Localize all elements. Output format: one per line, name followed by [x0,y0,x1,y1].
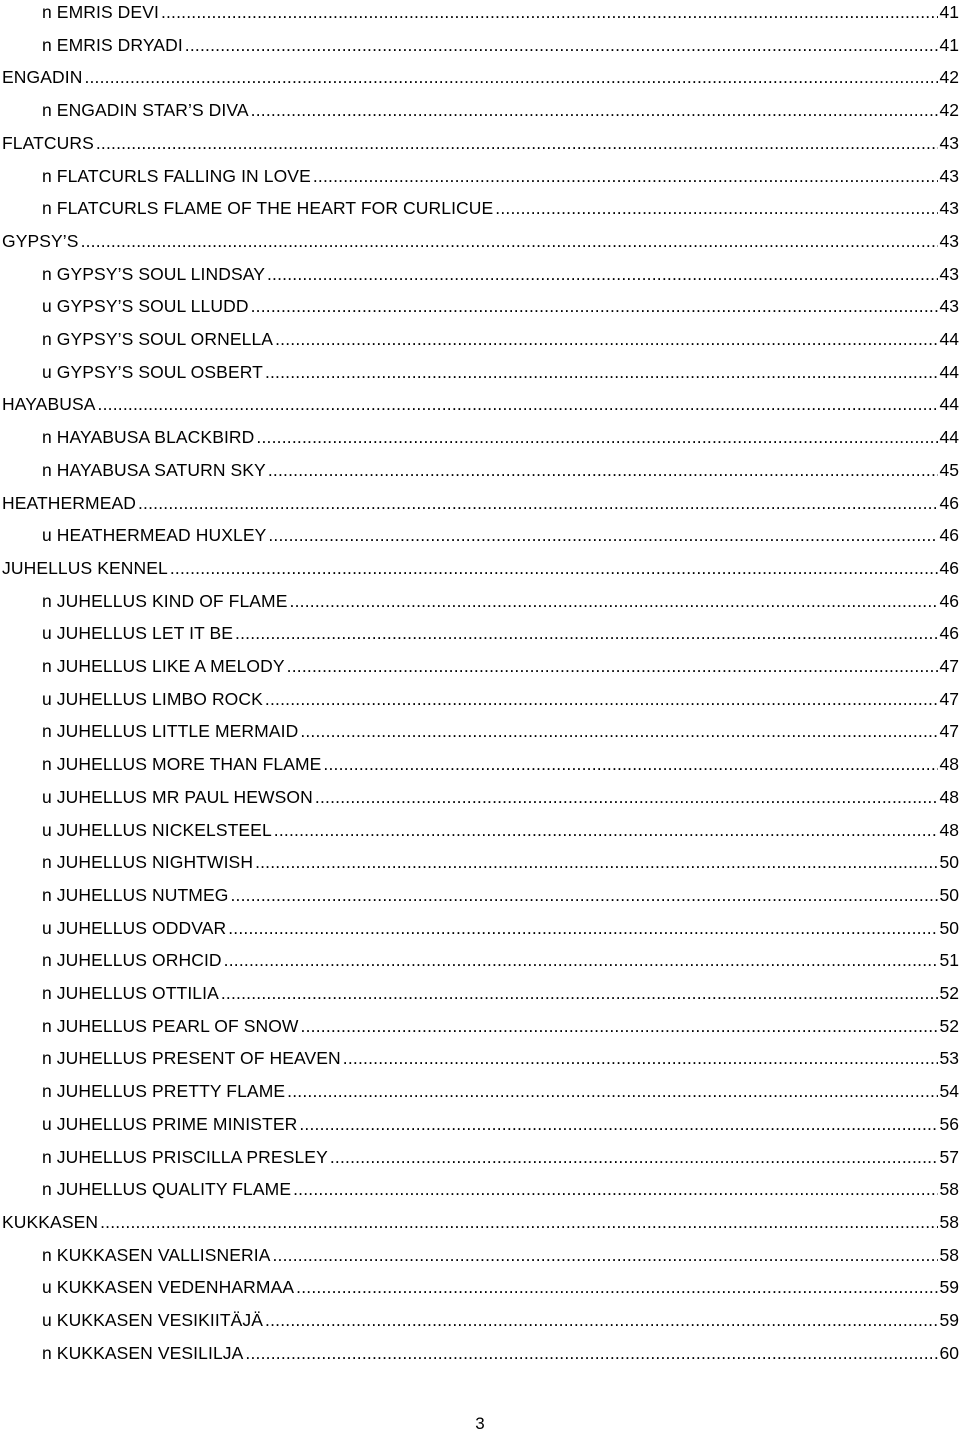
toc-entry-page: 44 [939,427,959,448]
toc-dot-leader [255,852,937,872]
toc-entry-row[interactable] [0,317,960,349]
toc-entry-row[interactable] [0,709,960,741]
toc-entry-title: n JUHELLUS KIND OF FLAME [42,590,288,611]
toc-entry-title: n HAYABUSA BLACKBIRD [42,427,255,448]
toc-entry-title: n JUHELLUS OTTILIA [42,983,219,1003]
toc-dot-leader [185,35,938,55]
toc-entry-row[interactable] [0,1233,960,1265]
toc-dot-leader [293,1179,937,1199]
toc-entry-page: 48 [939,786,959,807]
toc-entry-page: 58 [939,1211,959,1232]
toc-entry-page: 44 [939,361,959,382]
toc-entry-row[interactable] [0,415,960,447]
toc-entry-page: 60 [939,1342,959,1363]
toc-entry-page: 51 [939,950,959,971]
toc-dot-leader [268,525,937,545]
toc-entry-page: 43 [939,165,959,186]
toc-entry-page: 47 [939,656,959,676]
toc-entry-page: 59 [939,1277,959,1298]
toc-dot-leader [299,1114,937,1134]
toc-entry-title: FLATCURS [2,132,94,153]
toc-entry-row[interactable] [0,513,960,545]
toc-entry-page: 46 [939,557,959,578]
toc-dot-leader [315,787,938,807]
toc-entry-row[interactable] [0,971,960,1003]
toc-dot-leader [251,100,938,120]
toc-entry-page: 52 [939,1015,959,1036]
toc-entry-title: u GYPSY’S SOUL OSBERT [42,361,263,382]
toc-entry-page: 46 [939,492,959,513]
toc-entry-title: n KUKKASEN VESILILJA [42,1342,244,1363]
toc-entry-row[interactable] [0,0,960,22]
toc-entry-page: 43 [939,198,959,219]
toc-entry-row[interactable] [0,1102,960,1134]
toc-entry-row[interactable] [0,23,960,55]
toc-entry-title: n HAYABUSA SATURN SKY [42,459,266,480]
toc-entry-page: 58 [939,1179,959,1200]
toc-entry-page: 48 [939,819,959,840]
toc-dot-leader [100,1212,937,1232]
toc-dot-leader [161,2,938,22]
toc-entry-row[interactable] [0,1331,960,1363]
toc-dot-leader [170,558,938,578]
toc-dot-leader [330,1147,938,1167]
toc-dot-leader [290,591,938,611]
toc-entry-row[interactable] [0,186,960,218]
toc-entry-page: 41 [939,2,959,22]
toc-entry-row[interactable] [0,840,960,872]
toc-entry-row[interactable] [0,677,960,709]
toc-entry-title: n JUHELLUS PRISCILLA PRESLEY [42,1146,328,1167]
toc-dot-leader [267,264,938,284]
toc-entry-page: 44 [939,394,959,415]
toc-entry-title: n KUKKASEN VALLISNERIA [42,1244,271,1265]
toc-entry-page: 48 [939,754,959,775]
toc-entry-title: u KUKKASEN VEDENHARMAA [42,1277,295,1298]
toc-entry-title: n EMRIS DEVI [42,2,159,22]
toc-dot-leader [343,1048,938,1068]
toc-entry-title: JUHELLUS KENNEL [2,557,168,578]
toc-entry-page: 46 [939,623,959,644]
toc-dot-leader [84,67,937,87]
toc-entry-page: 42 [939,67,959,88]
toc-dot-leader [251,296,938,316]
toc-section-row[interactable] [0,219,960,251]
toc-entry-title: KUKKASEN [2,1211,99,1232]
toc-entry-title: n ENGADIN STAR’S DIVA [42,100,249,121]
toc-entry-title: n JUHELLUS ORHCID [42,950,222,971]
toc-entry-title: n EMRIS DRYADI [42,34,183,55]
toc-entry-row[interactable] [0,906,960,938]
toc-dot-leader [301,1016,938,1036]
toc-entry-title: n GYPSY’S SOUL LINDSAY [42,263,265,284]
toc-entry-row[interactable] [0,742,960,774]
toc-dot-leader [265,689,938,709]
toc-entry-page: 43 [939,263,959,284]
toc-entry-page: 56 [939,1113,959,1134]
toc-dot-leader [323,754,937,774]
toc-dot-leader [98,394,938,414]
toc-entry-title: n JUHELLUS PRESENT OF HEAVEN [42,1048,341,1069]
toc-dot-leader [275,329,937,349]
toc-entry-row[interactable] [0,1036,960,1068]
toc-entry-page: 41 [939,34,959,55]
toc-dot-leader [313,166,938,186]
toc-entry-title: n JUHELLUS NIGHTWISH [42,852,254,873]
toc-entry-row[interactable] [0,1004,960,1036]
toc-entry-row[interactable] [0,808,960,840]
toc-dot-leader [228,918,937,938]
toc-entry-row[interactable] [0,284,960,316]
toc-section-row[interactable] [0,481,960,513]
toc-entry-row[interactable] [0,579,960,611]
toc-dot-leader [138,493,938,513]
toc-dot-leader [96,133,938,153]
toc-entry-title: n FLATCURLS FLAME OF THE HEART FOR CURLICUE [42,198,494,219]
toc-dot-leader [81,231,938,251]
page-number: 3 [475,1414,485,1433]
toc-entry-title: n JUHELLUS LIKE A MELODY [42,656,285,676]
toc-entry-page: 46 [939,525,959,546]
toc-entry-title: u GYPSY’S SOUL LLUDD [42,296,249,317]
toc-entry-page: 44 [939,329,959,349]
toc-dot-leader [245,1343,937,1363]
toc-dot-leader [230,885,937,905]
toc-entry-page: 43 [939,296,959,317]
toc-entry-row[interactable] [0,1167,960,1199]
toc-entry-row[interactable] [0,350,960,382]
toc-entry-row[interactable] [0,938,960,970]
toc-entry-page: 50 [939,884,959,905]
toc-dot-leader [221,983,938,1003]
toc-entry-page: 53 [939,1048,959,1069]
toc-section-row[interactable] [0,382,960,414]
toc-dot-leader [296,1277,937,1297]
toc-entry-title: u JUHELLUS MR PAUL HEWSON [42,786,313,807]
toc-entry-title: u JUHELLUS LIMBO ROCK [42,688,263,709]
toc-dot-leader [495,198,937,218]
toc-entry-page: 47 [939,721,959,742]
toc-entry-title: u JUHELLUS ODDVAR [42,917,227,938]
toc-entry-title: u HEATHERMEAD HUXLEY [42,525,267,546]
toc-entry-page: 43 [939,132,959,153]
toc-section-row[interactable] [0,55,960,87]
toc-entry-row[interactable] [0,88,960,120]
toc-entry-row[interactable] [0,1298,960,1330]
toc-entry-page: 47 [939,688,959,709]
toc-entry-page: 50 [939,852,959,873]
toc-entry-title: n JUHELLUS NUTMEG [42,884,229,905]
toc-entry-row[interactable] [0,1069,960,1101]
toc-entry-page: 43 [939,230,959,251]
toc-section-row[interactable] [0,1200,960,1232]
toc-section-row[interactable] [0,546,960,578]
toc-entry-page: 54 [939,1081,959,1102]
toc-entry-title: HAYABUSA [2,394,96,415]
toc-section-row[interactable] [0,121,960,153]
toc-entry-title: ENGADIN [2,67,83,88]
toc-entry-row[interactable] [0,873,960,905]
toc-entry-row[interactable] [0,775,960,807]
toc-entry-title: HEATHERMEAD [2,492,136,513]
toc-entry-title: n GYPSY’S SOUL ORNELLA [42,329,274,349]
toc-dot-leader [235,623,938,643]
toc-entry-row[interactable] [0,448,960,480]
toc-dot-leader [300,721,937,741]
toc-entry-title: u JUHELLUS LET IT BE [42,623,234,644]
toc-entry-page: 59 [939,1310,959,1330]
toc-entry-row[interactable] [0,252,960,284]
toc-entry-page: 42 [939,100,959,121]
toc-dot-leader [256,427,937,447]
toc-dot-leader [265,362,938,382]
toc-entry-title: u KUKKASEN VESIKIITÄJÄ [42,1310,264,1330]
toc-entry-page: 50 [939,917,959,938]
toc-entry-row[interactable] [0,644,960,676]
toc-dot-leader [274,820,938,840]
toc-entry-row[interactable] [0,1265,960,1297]
toc-dot-leader [268,460,938,480]
toc-entry-title: GYPSY’S [2,230,79,251]
toc-entry-row[interactable] [0,611,960,643]
toc-entry-row[interactable] [0,1135,960,1167]
toc-entry-page: 46 [939,590,959,611]
toc-entry-title: u JUHELLUS NICKELSTEEL [42,819,272,840]
toc-entry-page: 45 [939,459,959,480]
toc-entry-title: n FLATCURLS FALLING IN LOVE [42,165,311,186]
toc-dot-leader [224,950,938,970]
toc-entry-title: u JUHELLUS PRIME MINISTER [42,1113,298,1134]
toc-dot-leader [287,1081,937,1101]
toc-entry-title: n JUHELLUS MORE THAN FLAME [42,754,322,775]
toc-entry-row[interactable] [0,154,960,186]
toc-dot-leader [265,1310,938,1330]
toc-entry-page: 57 [939,1146,959,1167]
toc-entry-title: n JUHELLUS PRETTY FLAME [42,1081,286,1102]
toc-entry-title: n JUHELLUS PEARL OF SNOW [42,1015,299,1036]
toc-entry-title: n JUHELLUS LITTLE MERMAID [42,721,299,742]
toc-entry-page: 52 [939,983,959,1003]
toc-dot-leader [273,1245,938,1265]
toc-dot-leader [287,656,938,676]
toc-entry-page: 58 [939,1244,959,1265]
toc-entry-title: n JUHELLUS QUALITY FLAME [42,1179,292,1200]
